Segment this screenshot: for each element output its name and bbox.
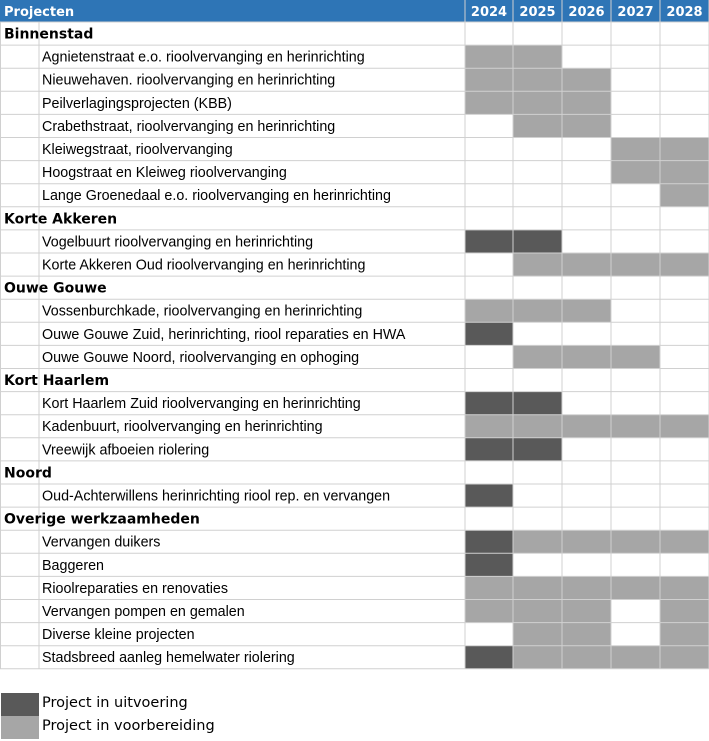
group-label: Kort Haarlem (4, 373, 110, 389)
status-bar-voorbereiding (660, 623, 709, 646)
header-title: Projecten (4, 5, 75, 20)
project-label: Baggeren (42, 557, 105, 574)
status-bar-voorbereiding (465, 415, 709, 438)
year-header-2027: 2027 (617, 5, 654, 20)
year-header-2028: 2028 (666, 5, 703, 20)
group-label: Overige werkzaamheden (4, 511, 200, 528)
project-label: Korte Akkeren Oud rioolvervanging en herinrichting (42, 257, 366, 274)
status-bar-voorbereiding (465, 600, 611, 623)
project-label: Lange Groenedaal e.o. rioolvervanging en herinrichting (42, 188, 391, 205)
legend-label-voorbereiding: Project in voorbereiding (42, 718, 215, 734)
status-bar-uitvoering (465, 646, 513, 669)
project-label: Oud-Achterwillens herinrichting riool rep. en vervangen (42, 488, 391, 505)
legend-item-voorbereiding (0, 716, 260, 739)
status-bar-uitvoering (465, 553, 513, 576)
project-label: Ouwe Gouwe Noord, rioolvervanging en ophoging (42, 349, 360, 366)
year-header-2026: 2026 (568, 5, 605, 20)
project-label: Crabethstraat, rioolvervanging en herinrichting (42, 118, 336, 135)
legend-swatch-voorbereiding (1, 716, 39, 739)
year-header-2024: 2024 (470, 5, 508, 20)
group-label: Korte Akkeren (4, 211, 118, 228)
group-label: Binnenstad (4, 26, 94, 43)
project-label: Agnietenstraat e.o. rioolvervanging en herinrichting (42, 49, 365, 66)
project-label: Vreewijk afboeien riolering (42, 442, 210, 459)
project-label: Vossenburchkade, rioolvervanging en herinrichting (42, 303, 363, 320)
project-label: Peilverlagingsprojecten (KBB) (42, 95, 232, 112)
project-label: Vervangen duikers (42, 534, 161, 551)
project-label: Rioolreparaties en renovaties (42, 580, 228, 597)
project-label: Vogelbuurt rioolvervanging en herinrichting (42, 234, 314, 251)
project-label: Hoogstraat en Kleiweg rioolvervanging (42, 165, 287, 182)
status-bar-uitvoering (465, 484, 513, 507)
status-bar-voorbereiding (465, 68, 611, 91)
legend (0, 693, 260, 739)
project-label: Stadsbreed aanleg hemelwater riolering (42, 650, 295, 667)
status-bar-voorbereiding (660, 600, 709, 623)
status-bar-voorbereiding (660, 184, 709, 207)
legend-swatch-uitvoering (1, 693, 39, 716)
status-bar-voorbereiding (465, 299, 611, 322)
project-label: Ouwe Gouwe Zuid, herinrichting, riool reparaties en HWA (42, 326, 406, 343)
project-label: Kadenbuurt, rioolvervanging en herinrichting (42, 419, 323, 436)
status-bar-voorbereiding (465, 576, 709, 599)
status-bar-uitvoering (465, 322, 513, 345)
project-label: Diverse kleine projecten (42, 627, 195, 644)
legend-label-uitvoering: Project in uitvoering (42, 695, 188, 711)
project-label: Kort Haarlem Zuid rioolvervanging en herinrichting (42, 396, 361, 413)
status-bar-voorbereiding (465, 91, 611, 114)
project-label: Kleiwegstraat, rioolvervanging (42, 142, 233, 158)
year-header-2025: 2025 (519, 5, 556, 20)
status-bar-voorbereiding (513, 345, 660, 368)
group-label: Noord (4, 465, 52, 482)
project-label: Nieuwehaven. rioolvervanging en herinrichting (42, 72, 336, 89)
group-label: Ouwe Gouwe (4, 280, 107, 297)
project-label: Vervangen pompen en gemalen (42, 604, 245, 620)
legend-item-uitvoering (0, 693, 260, 716)
status-bar-uitvoering (465, 530, 513, 553)
